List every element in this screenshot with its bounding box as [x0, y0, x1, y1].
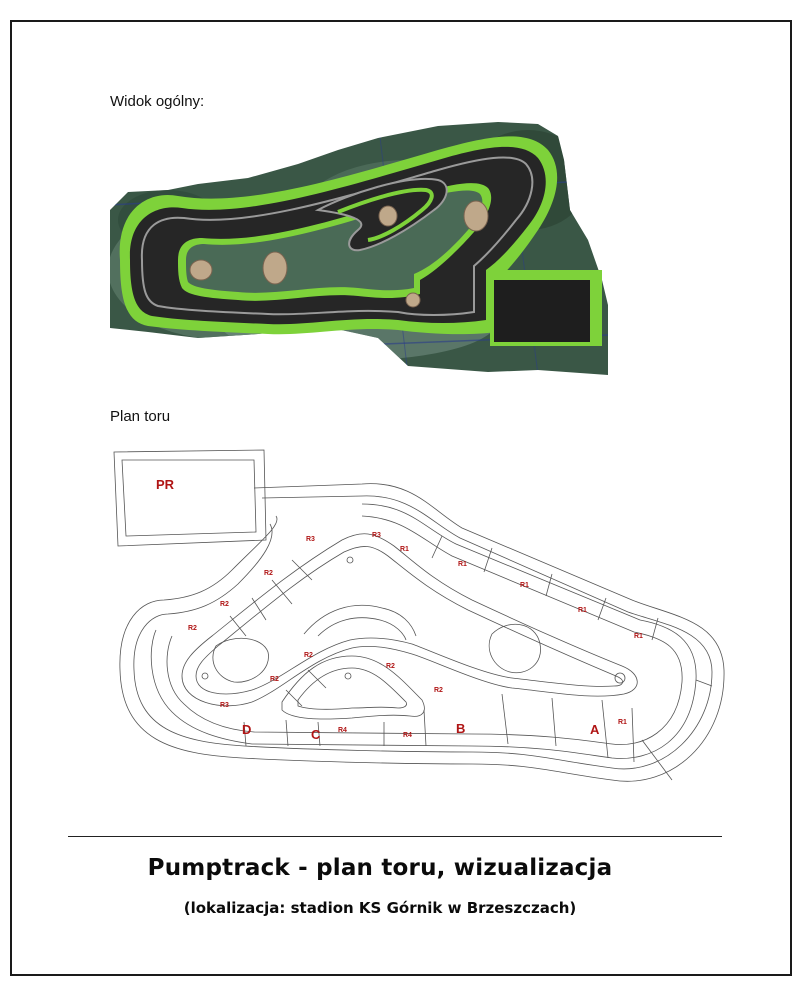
- segment-label: R2: [188, 625, 197, 632]
- mound: [464, 201, 488, 231]
- segment-label: R1: [400, 546, 409, 553]
- segment-label: R1: [578, 607, 587, 614]
- segment-label: R3: [220, 702, 229, 709]
- page-subtitle: (lokalizacja: stadion KS Górnik w Brzeszczach): [183, 899, 577, 917]
- section-label-c: C: [311, 727, 321, 742]
- track-plan-label: Plan toru: [110, 408, 171, 425]
- segment-label: R1: [520, 582, 529, 589]
- segment-label: R2: [434, 687, 443, 694]
- page-title: Pumptrack - plan toru, wizualizacja: [147, 855, 613, 881]
- segment-label: R2: [386, 663, 395, 670]
- track-plan-drawing: [112, 440, 727, 800]
- segment-label: R2: [304, 652, 313, 659]
- segment-label: R1: [634, 633, 643, 640]
- mound: [190, 260, 212, 280]
- segment-label: R2: [220, 601, 229, 608]
- aerial-visualization: [108, 120, 608, 375]
- segment-label: R3: [306, 536, 315, 543]
- footer-divider: [68, 836, 722, 837]
- segment-label: R2: [264, 570, 273, 577]
- mound: [406, 293, 420, 307]
- section-label-a: A: [590, 722, 600, 737]
- segment-label: R1: [618, 719, 627, 726]
- section-label-d: D: [242, 722, 252, 737]
- segment-label: R4: [403, 732, 412, 739]
- segment-label: R3: [372, 532, 381, 539]
- mound: [379, 206, 397, 226]
- zone-pr-label: PR: [156, 477, 175, 492]
- segment-label: R4: [338, 727, 347, 734]
- section-label-b: B: [456, 721, 466, 736]
- segment-label: R2: [270, 676, 279, 683]
- general-view-label: Widok ogólny:: [110, 93, 205, 110]
- segment-label: R1: [458, 561, 467, 568]
- section-labels: [242, 721, 600, 742]
- mound: [263, 252, 287, 284]
